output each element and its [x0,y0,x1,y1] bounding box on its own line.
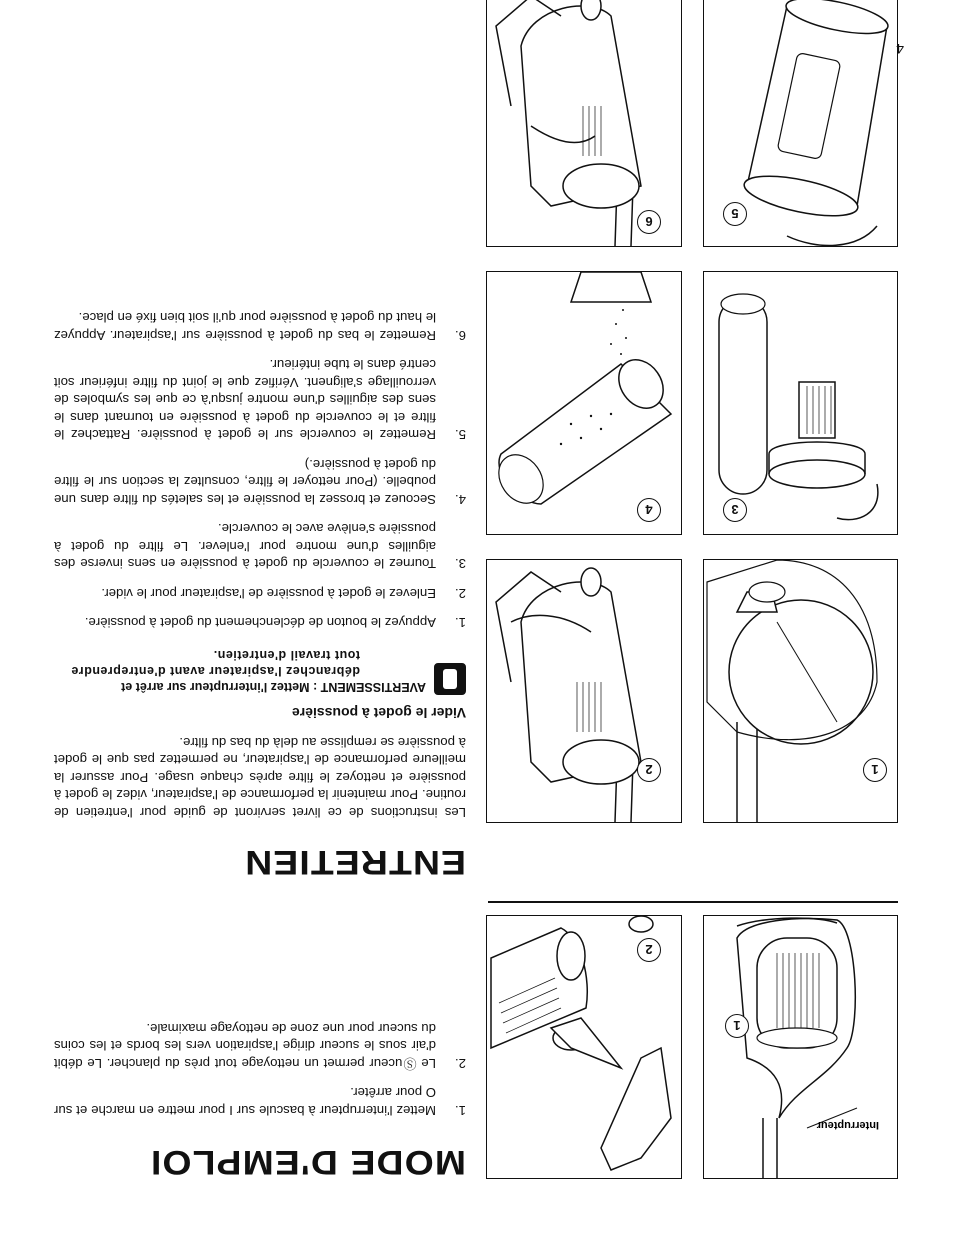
step-number: 2. [455,1056,466,1071]
release-button-illustration [704,560,897,822]
entretien-section [54,297,466,879]
interrupteur-label: Interrupteur [816,1119,879,1131]
mode-emploi-steps [54,1020,466,1120]
step-text: Remettez le couvercle sur le godet à poussière. Rattachez le filtre et le couvercle du godet à poussière en tournant dans le sens des aiguilles d'une montre jusqu'à ce que les symboles de verrouillage s'alignent. Vérifiez que le joint du filtre inférieur soit centré dans le tube intérieur. [54,357,436,443]
list-item [54,1020,466,1073]
list-item [54,1084,466,1119]
warning-box [54,648,466,696]
step-number: 5. [455,427,466,443]
step-text: Tournez le couvercle du godet à poussière en sens inverse des aiguilles d'une montre pour l'enlever. Le filtre du godet à poussière s'enlève avec le couvercle. [54,521,436,572]
figure-entretien-5 [703,0,898,247]
entretien-steps [54,309,466,632]
figure-badge: 3 [723,498,747,522]
figure-entretien-4 [486,271,682,535]
mode-emploi-title: MODE D'EMPLOI [149,1143,466,1181]
warning-label: AVERTISSEMENT : Mettez l'interrupteur sur arrêt et [121,680,426,695]
figure-badge: 2 [637,938,661,962]
figure-entretien-2 [486,559,682,823]
mode-emploi-section [54,1020,466,1180]
list-item [54,520,466,573]
figure-entretien-6 [486,0,682,247]
remove-dustcup-illustration [487,560,681,822]
step-text: Le Ⓢuceur permet un nettoyage tout près du plancher. Le débit d'air sous le suceur dirige l'aspiration vers les bords et les coins du suceur pour une zone de nettoyage maximale. [54,1021,436,1071]
page-number: 4 [896,41,904,57]
section-divider [488,901,898,903]
subheading: Vider le godet à poussière [291,705,466,722]
figure-badge: 6 [637,210,661,234]
list-item [54,309,466,344]
list-item [54,614,466,632]
step-text: Appuyez le bouton de déclenchement du godet à poussière. [84,615,436,631]
step-number: 1. [455,1103,466,1118]
entretien-intro: Les instructions de ce livret serviront de guide pour l'entretien de routine. Pour maintenir la performance de l'aspirateur, videz le godet à poussière et nettoyez le filtre après chaque usage. Pour assurer la meilleure performance de l'aspirateur, ne permettez pas que le godet à poussière se remplisse au delà du bas du filtre. [54,735,466,820]
step-text: Mettez l'interrupteur à bascule sur I pour mettre en marche et sur O pour arrêter. [54,1085,436,1118]
list-item [54,585,466,603]
figure-mode-1 [703,915,898,1179]
list-item [54,456,466,509]
step-number: 1. [455,615,466,631]
warning-rest: débranchez l'aspirateur avant d'entreprendre tout travail d'entretien. [70,648,360,679]
list-item [54,356,466,444]
figure-badge: 1 [863,758,887,782]
figure-mode-2 [486,915,682,1179]
figure-entretien-1 [703,559,898,823]
step-text: Remettez le bas du godet à poussière sur l'aspirateur. Appuyez le haut du godet à poussière pour qu'il soit bien fixé en place. [54,310,436,343]
step-number: 4. [455,492,466,507]
remove-lid-illustration [704,272,897,534]
step-number: 2. [455,586,466,601]
warning-text [54,648,426,696]
step-number: 3. [455,556,466,572]
shake-filter-illustration [487,272,681,534]
text-column [54,310,466,1181]
entretien-title: ENTRETIEN [244,843,466,881]
step-text: Secouez et brossez la poussière et les saletés du filtre dans une poubelle. (Pour nettoyer le filtre, consultez la section sur le filtre du godet à poussière.) [54,457,436,507]
vacuum-body-illustration [704,916,897,1178]
figure-badge: 2 [637,758,661,782]
figure-badge: 5 [723,202,747,226]
step-text: Enlevez le godet à poussière de l'aspirateur pour le vider. [101,586,436,601]
step-number: 6. [455,328,466,343]
warning-icon [434,664,466,696]
replace-dustcup-illustration [487,0,681,246]
figure-badge: 4 [637,498,661,522]
figure-entretien-3 [703,271,898,535]
figure-badge: 1 [725,1014,749,1038]
